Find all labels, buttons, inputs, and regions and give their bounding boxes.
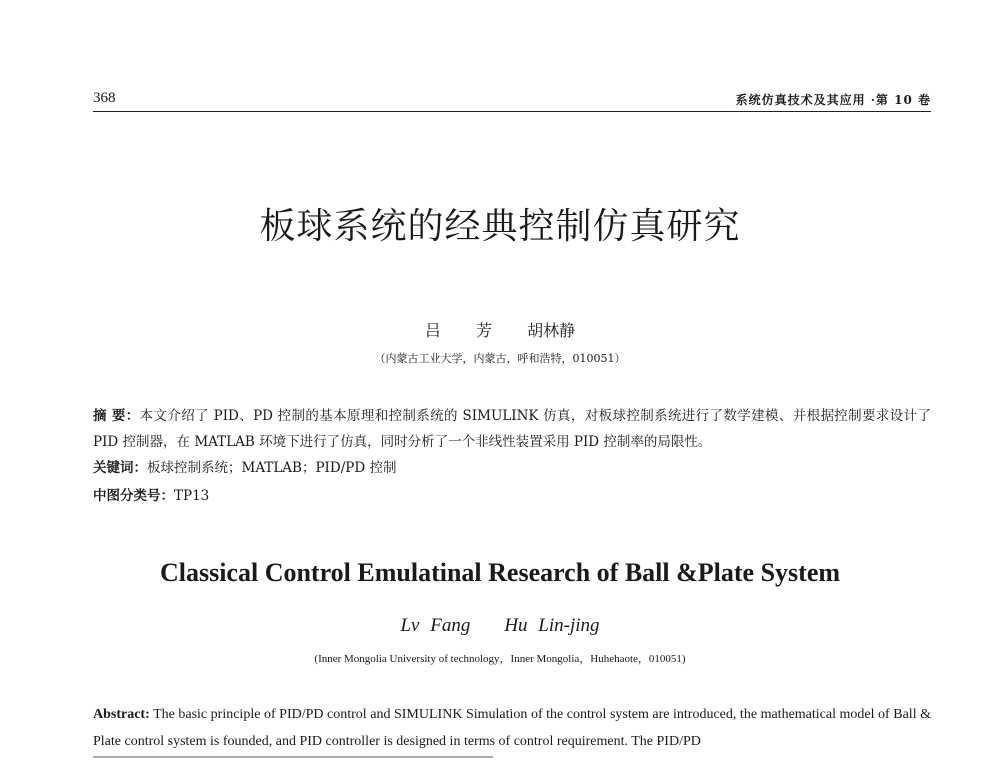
keywords-chinese [93,456,931,476]
affiliation-chinese: （内蒙古工业大学，内蒙古，呼和浩特，010051） [374,352,626,365]
author-2-english: Hu Lin-jing [504,615,600,636]
abstract-text-chinese: 本文介绍了 PID、PD 控制的基本原理和控制系统的 SIMULINK 仿真，对板球控制系统进行了数学建模、并根据控制要求设计了 PID 控制器，在 MATLAB 环境下进行了仿真，同时分析了一个非线性装置采用 PID 控制率的局限性。 [93,408,931,450]
keywords-text-chinese: 板球控制系统；MATLAB；PID/PD 控制 [147,460,397,476]
authors-chinese: 吕 芳 胡林静 [424,321,576,340]
header-divider [93,111,931,112]
authors-english [0,615,1000,637]
classification-label: 中图分类号： [93,488,174,504]
abstract-text-english: The basic principle of PID/PD control and SIMULINK Simulation of the control system are introduced, the mathematical model of Ball & Plate control system is founded, and PID controller is designed in terms of control requirement. The PID/PD [93,707,932,749]
keywords-label-chinese: 关键词： [93,460,147,476]
cropped-text-line [93,754,493,760]
affiliation-english: (Inner Mongolia University of technology，Inner Mongolia，Huhehaote，010051) [314,653,686,665]
journal-info: 系统仿真技术及其应用 ·第 10 卷 [735,93,931,107]
author-1-english: Lv Fang [400,615,471,636]
page-number: 368 [93,90,116,106]
paper-title-english: Classical Control Emulatinal Research of Ball &Plate System [159,558,841,587]
abstract-english [93,701,931,755]
abstract-chinese [93,403,931,455]
classification-code: TP13 [174,488,210,504]
classification-chinese [93,484,931,504]
running-header [93,90,931,110]
abstract-label-chinese: 摘 要： [93,408,140,424]
abstract-label-english: Abstract: [93,707,150,722]
paper-title-chinese: 板球系统的经典控制仿真研究 [259,206,741,247]
